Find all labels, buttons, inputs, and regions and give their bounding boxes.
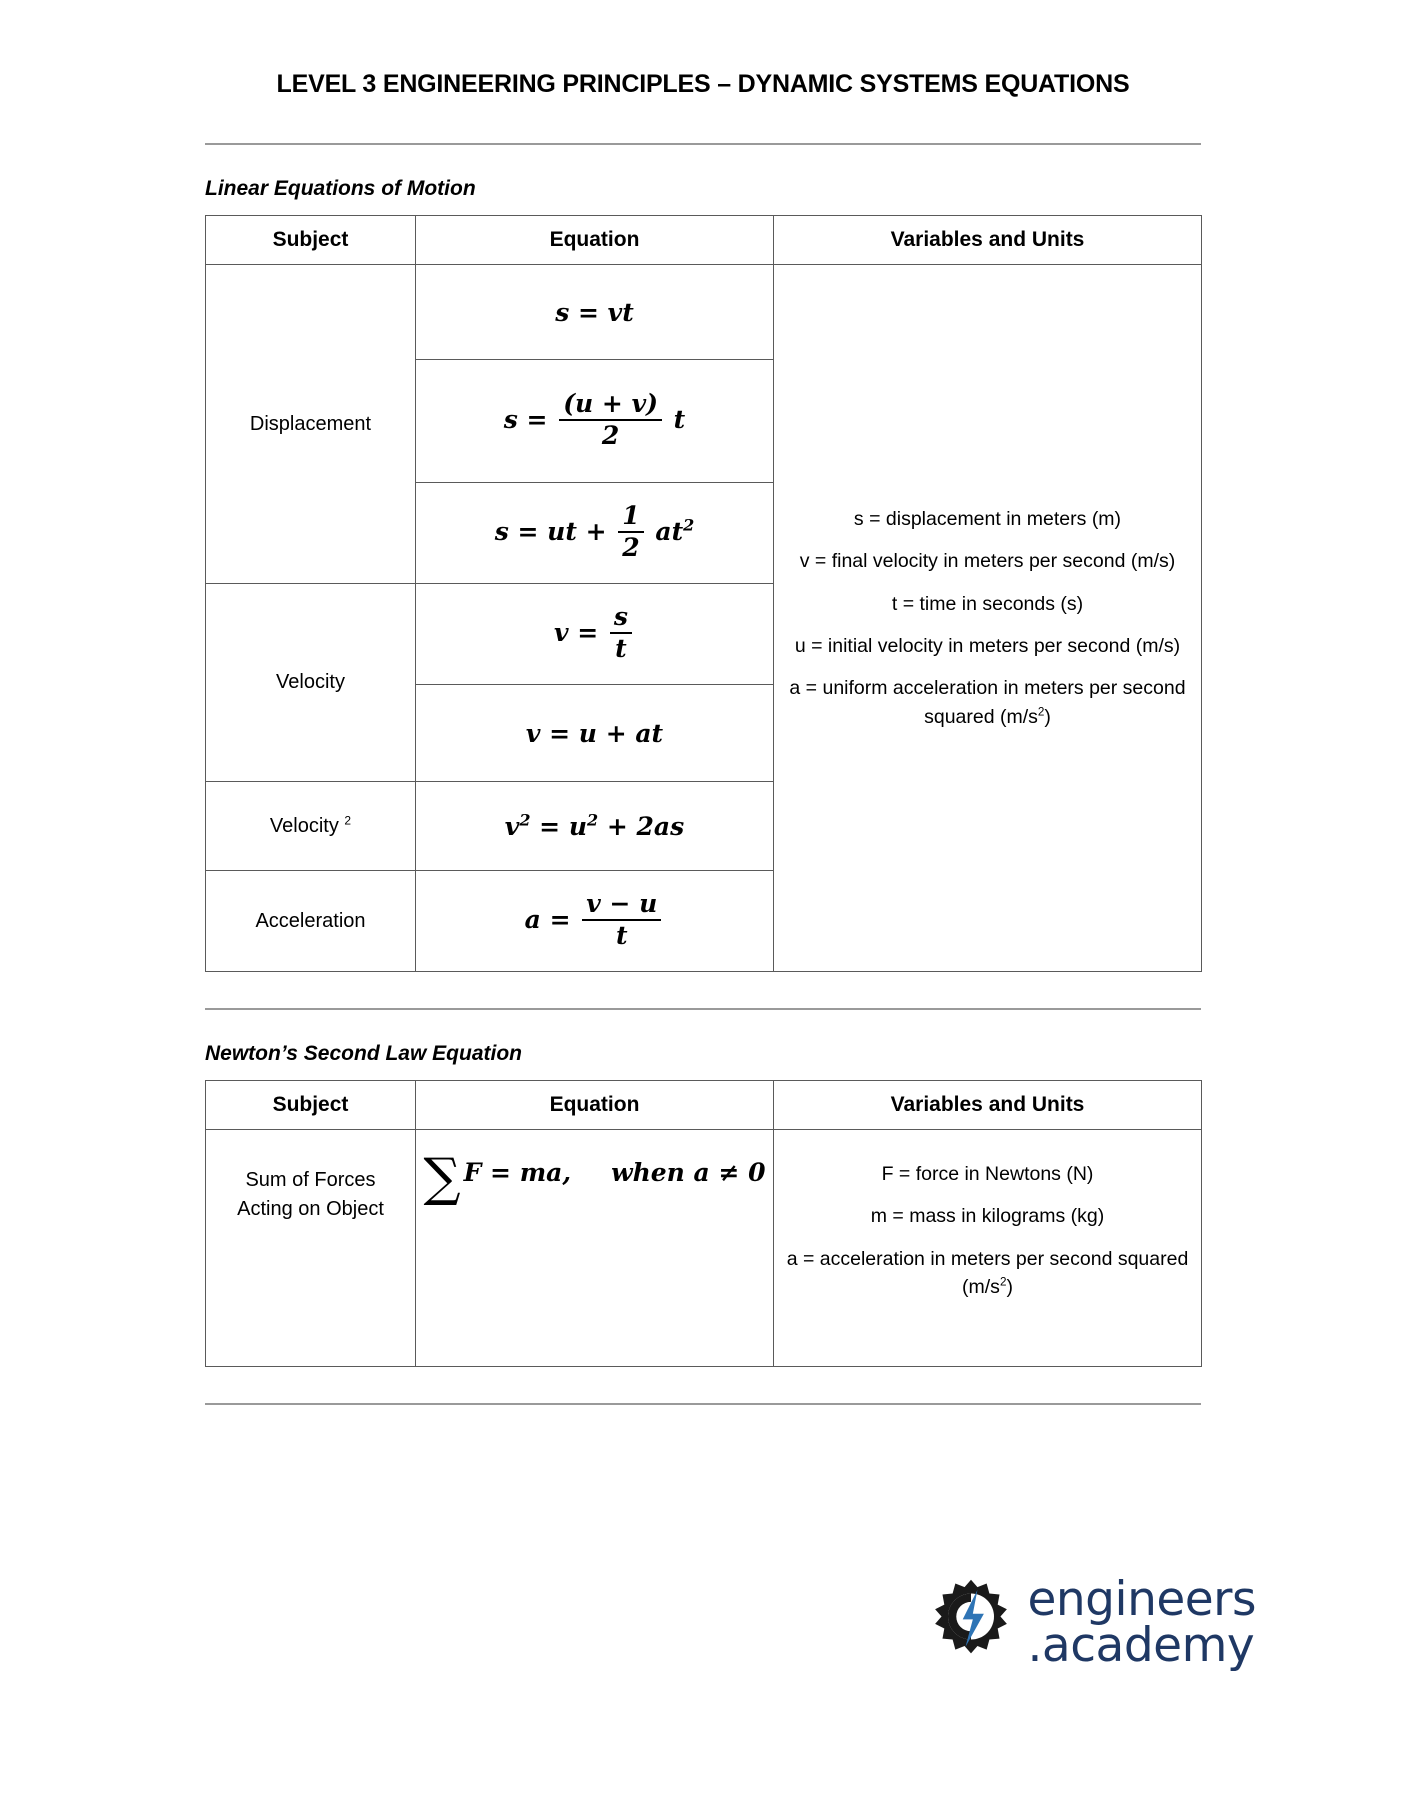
variables-and-units-newton xyxy=(774,1130,1202,1367)
variables-and-units-linear xyxy=(774,265,1202,972)
table-newtons-second-law xyxy=(205,1080,1202,1367)
brand-line-engineers: engineers xyxy=(1027,1571,1256,1627)
equation-rendered: s = vt xyxy=(555,297,634,327)
fraction xyxy=(610,603,632,663)
equation-rendered xyxy=(423,1148,766,1208)
table-row xyxy=(206,265,1202,360)
subject-sum-of-forces-line2: Acting on Object xyxy=(237,1198,384,1220)
equation-sum-f-equals-ma xyxy=(416,1130,774,1367)
equation-trailing: t xyxy=(673,404,686,434)
equation-lhs: v = xyxy=(554,617,599,647)
subject-acceleration: Acceleration xyxy=(206,871,416,972)
equation-rendered xyxy=(494,501,695,562)
variable-F: F = force in Newtons (N) xyxy=(881,1163,1094,1185)
table-header-row xyxy=(206,216,1202,265)
equation-v-equals-u-plus-at xyxy=(416,685,774,782)
fraction-denominator: 2 xyxy=(601,421,620,450)
divider-bottom xyxy=(205,1403,1201,1405)
equation-condition: when a ≠ 0 xyxy=(611,1158,766,1187)
variable-a-superscript: 2 xyxy=(1037,705,1045,719)
page-title: LEVEL 3 ENGINEERING PRINCIPLES – DYNAMIC SYSTEMS EQUATIONS xyxy=(276,70,1130,98)
subject-velocity: Velocity xyxy=(206,584,416,782)
variable-s: s = displacement in meters (m) xyxy=(853,508,1122,531)
column-header-subject: Subject xyxy=(206,216,416,265)
fraction xyxy=(582,890,661,950)
subject-sum-of-forces-line1: Sum of Forces xyxy=(245,1169,376,1191)
gear-lightning-bolt-icon xyxy=(925,1577,1017,1669)
section-heading-linear-equations: Linear Equations of Motion xyxy=(205,177,476,200)
variable-a-text: a = acceleration in meters per second squared (m/s xyxy=(786,1247,1189,1298)
column-header-equation: Equation xyxy=(416,1081,774,1130)
column-header-subject: Subject xyxy=(206,1081,416,1130)
table-linear-equations-of-motion xyxy=(205,215,1202,972)
equation-lhs: s = xyxy=(503,404,548,434)
equation-s-equals-u-plus-v-over-2-t xyxy=(416,360,774,483)
fraction-denominator: t xyxy=(616,921,628,950)
variable-a-superscript: 2 xyxy=(999,1275,1007,1289)
variable-a xyxy=(774,1245,1201,1302)
brand-line-academy: .academy xyxy=(1027,1617,1255,1673)
column-header-variables: Variables and Units xyxy=(774,1081,1202,1130)
divider-middle xyxy=(205,1008,1201,1010)
brand-logo xyxy=(925,1571,1256,1673)
table-row xyxy=(206,1130,1202,1367)
subject-velocity-squared-label: Velocity xyxy=(269,814,339,837)
column-header-variables: Variables and Units xyxy=(774,216,1202,265)
fraction-numerator: (u + v) xyxy=(559,390,662,421)
equation-s-equals-ut-plus-half-at-squared xyxy=(416,483,774,584)
section-heading-newtons-second-law: Newton’s Second Law Equation xyxy=(205,1042,522,1065)
equation-rendered: $v^2 = u^2 + 2as$ xyxy=(504,810,685,841)
fraction-denominator: 2 xyxy=(622,533,640,562)
variable-a-text-end: ) xyxy=(1044,705,1051,728)
fraction xyxy=(559,390,662,450)
fraction-denominator: t xyxy=(615,634,627,663)
equation-exponent: 2 xyxy=(683,515,695,535)
variable-a-text: a = uniform acceleration in meters per second squared (m/s xyxy=(789,677,1186,728)
subject-velocity-squared xyxy=(206,782,416,871)
equation-s-equals-vt xyxy=(416,265,774,360)
subject-sum-of-forces xyxy=(206,1130,416,1367)
table-header-row xyxy=(206,1081,1202,1130)
variable-a-text-end: ) xyxy=(1006,1275,1013,1298)
fraction xyxy=(618,502,643,562)
variable-t: t = time in seconds (s) xyxy=(891,592,1084,615)
equation-rendered xyxy=(503,389,686,450)
fraction-numerator: v − u xyxy=(582,890,661,921)
summation-icon: ∑ xyxy=(423,1148,461,1208)
variable-a xyxy=(774,674,1201,731)
brand-wordmark xyxy=(1027,1571,1256,1673)
equation-rendered xyxy=(554,602,635,663)
variable-v: v = final velocity in meters per second (m/s) xyxy=(799,550,1176,573)
divider-top xyxy=(205,143,1201,145)
equation-rendered xyxy=(524,889,665,950)
equation-lhs: s = ut + xyxy=(494,516,607,546)
equation-rendered: v = u + at xyxy=(525,718,664,748)
variable-m: m = mass in kilograms (kg) xyxy=(870,1205,1105,1228)
equation-trailing: at xyxy=(655,516,684,546)
subject-displacement: Displacement xyxy=(206,265,416,584)
fraction-numerator: 1 xyxy=(618,502,643,533)
subject-velocity-squared-superscript: 2 xyxy=(344,812,352,827)
equation-body: F = ma, xyxy=(463,1158,572,1187)
equation-lhs: a = xyxy=(524,904,571,934)
equation-v-squared-equals-u-squared-plus-2as xyxy=(416,782,774,871)
fraction-numerator: s xyxy=(610,603,632,634)
column-header-equation: Equation xyxy=(416,216,774,265)
equation-v-equals-s-over-t xyxy=(416,584,774,685)
equation-a-equals-v-minus-u-over-t xyxy=(416,871,774,972)
variable-u: u = initial velocity in meters per second (m/s) xyxy=(794,635,1181,657)
